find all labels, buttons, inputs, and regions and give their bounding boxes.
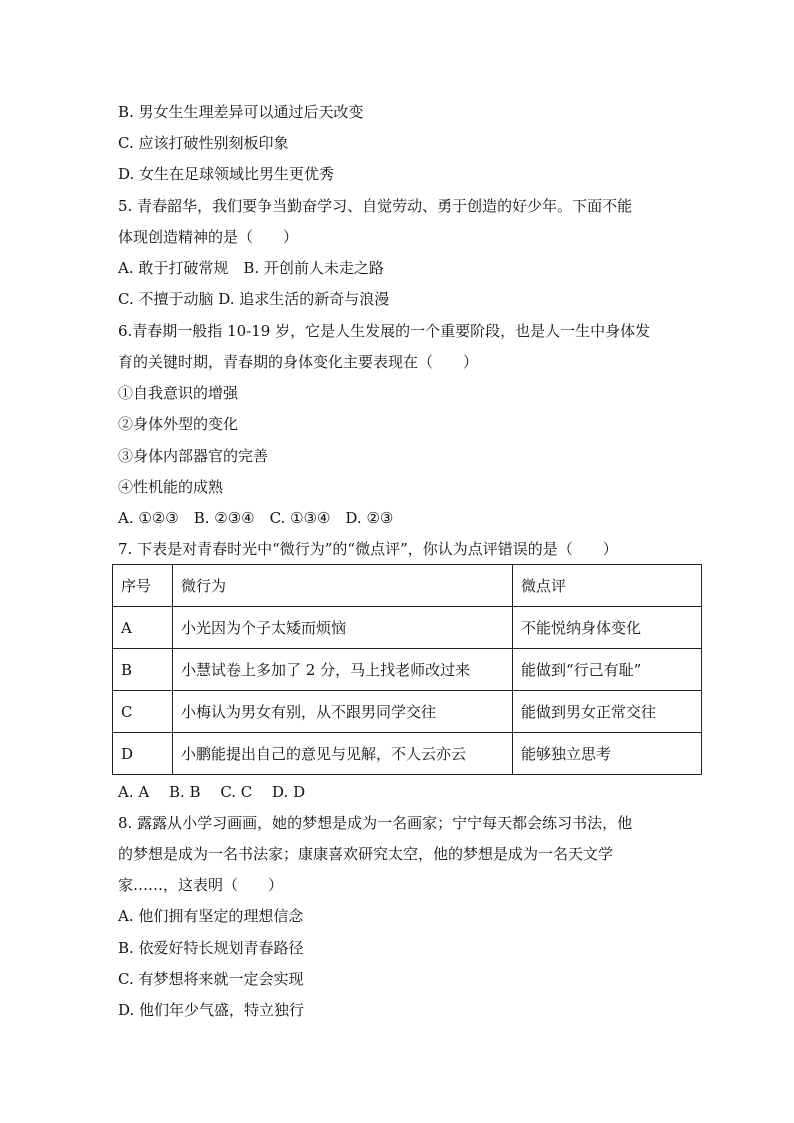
q8-option-c: C. 有梦想将来就一定会实现: [118, 970, 304, 988]
table-cell: D: [113, 733, 173, 775]
table-row: [113, 607, 702, 649]
q6-item-3: ③身体内部器官的完善: [118, 447, 269, 465]
table-header-row: [113, 565, 702, 607]
table-cell: 能做到“行己有耻”: [513, 649, 702, 691]
q7-options: A. A B. B C. C D. D: [118, 783, 306, 801]
q7-table: [112, 564, 702, 775]
q6-stem-line-2: 育的关键时期，青春期的身体变化主要表现在（ ）: [118, 353, 479, 371]
q5-stem-line-1: 5. 青春韶华，我们要争当勤奋学习、自觉劳动、勇于创造的好少年。下面不能: [118, 197, 633, 215]
table-cell: 能够独立思考: [513, 733, 702, 775]
q6-item-2: ②身体外型的变化: [118, 415, 239, 433]
q4-option-b: B. 男女生生理差异可以通过后天改变: [118, 103, 364, 121]
table-cell: A: [113, 607, 173, 649]
q8-option-d: D. 他们年少气盛，特立独行: [118, 1001, 305, 1019]
table-cell: 小梅认为男女有别，从不跟男同学交往: [173, 691, 513, 733]
table-row: [113, 649, 702, 691]
table-header-cell: 序号: [113, 565, 173, 607]
table-row: [113, 691, 702, 733]
q8-stem-line-3: 家……，这表明（ ）: [118, 876, 284, 894]
table-cell: B: [113, 649, 173, 691]
q7-stem: 7. 下表是对青春时光中“微行为”的“微点评”，你认为点评错误的是（ ）: [118, 540, 618, 558]
table-cell: 小光因为个子太矮而烦恼: [173, 607, 513, 649]
q4-option-c: C. 应该打破性别刻板印象: [118, 134, 289, 152]
q5-stem-line-2: 体现创造精神的是（ ）: [118, 228, 299, 246]
q8-stem-line-2: 的梦想是成为一名书法家；康康喜欢研究太空，他的梦想是成为一名天文学: [118, 845, 614, 863]
q8-option-b: B. 依爱好特长规划青春路径: [118, 939, 304, 957]
table-header-cell: 微行为: [173, 565, 513, 607]
q8-stem-line-1: 8. 露露从小学习画画，她的梦想是成为一名画家；宁宁每天都会练习书法，他: [118, 814, 633, 832]
q8-option-a: A. 他们拥有坚定的理想信念: [118, 907, 304, 925]
table-cell: 小慧试卷上多加了 2 分，马上找老师改过来: [173, 649, 513, 691]
table-row: [113, 733, 702, 775]
table-cell: 不能悦纳身体变化: [513, 607, 702, 649]
table-cell: 小鹏能提出自己的意见与见解，不人云亦云: [173, 733, 513, 775]
q6-options: A. ①②③ B. ②③④ C. ①③④ D. ②③: [118, 509, 394, 527]
q5-options-cd: C. 不擅于动脑 D. 追求生活的新奇与浪漫: [118, 290, 390, 308]
q4-option-d: D. 女生在足球领域比男生更优秀: [118, 165, 335, 183]
table-cell: C: [113, 691, 173, 733]
q6-item-1: ①自我意识的增强: [118, 384, 239, 402]
q5-options-ab: A. 敢于打破常规 B. 开创前人未走之路: [118, 259, 384, 277]
table-cell: 能做到男女正常交往: [513, 691, 702, 733]
table-header-cell: 微点评: [513, 565, 702, 607]
q6-stem-line-1: 6.青春期一般指 10-19 岁，它是人生发展的一个重要阶段，也是人一生中身体发: [118, 322, 651, 340]
q6-item-4: ④性机能的成熟: [118, 478, 224, 496]
